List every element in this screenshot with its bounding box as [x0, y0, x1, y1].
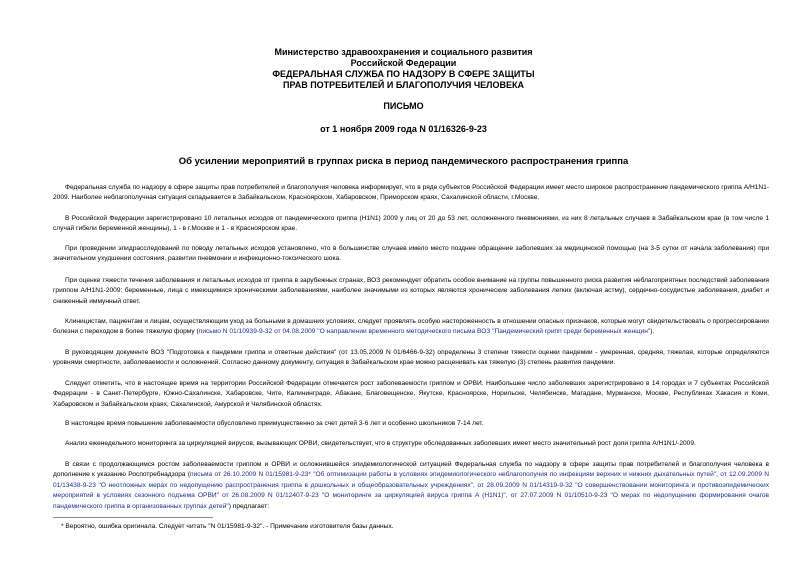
document-header	[0, 47, 807, 91]
ministry-name-line-2: Российской Федерации	[350, 58, 457, 68]
paragraph-7: Следует отметить, что в настоящее время на территории Российской Федерации отмечается рост заболеваемости гриппом и ОРВИ. Наибольшее число заболевших зарегистрировано в 14 городах и 7 субъектах Российской Федерации - в Санкт-Петербурге, Южно-Сахалинске, Хабаровске, Чите, Калининграде, Абакане, Благовещенске, Якутске, Красноярске, Норильске, Челябинске, Магадане, Мурманске, Москве, Республиках Хакасия и Коми, Хабаровском и Забайкальском краях, Сахалинской, Амурской и Челябинской областях.	[53, 380, 769, 408]
agency-name-line-2: ПРАВ ПОТРЕБИТЕЛЕЙ И БЛАГОПОЛУЧИЯ ЧЕЛОВЕКА	[283, 80, 524, 90]
ministry-name-line: Министерство здравоохранения и социального развития	[274, 47, 533, 57]
letters-reference-link[interactable]: письма от 26.10.2009 N 01/15981-9-23* "Об оптимизации работы в условиях эпидемиологического неблагополучия по инфекциям верхних и нижних дыхательных путей", от 12.09.2009 N 01/13438-9-23 "О неотложных мерах по недопущению распространения гриппа в дошкольных и общеобразовательных учреждениях", от 28.09.2009 N 01/14319-9-32 "О совершенствовании мониторинга и противоэпидемических мероприятий в условиях сезонного подъема ОРВИ" от 26.08.2009 N 01/12407-9-23 "О мониторинге за циркуляцией вируса гриппа A (H1N1)", от 27.07.2009 N 01/10510-9-23 "О мерах по недопущению формирования очагов пандемического гриппа в организованных группах детей"	[53, 471, 769, 510]
paragraph-8: В настоящее время повышение заболеваемости обусловлено преимущественно за счет детей 3-6 лет и особенно школьников 7-14 лет.	[65, 420, 484, 427]
document-title: Об усилении мероприятий в группах риска в период пандемического распространения гриппа	[178, 156, 629, 167]
paragraph-5-end: ).	[650, 328, 655, 336]
letter-reference-link[interactable]: письмо N 01/10939-9-32 от 04.08.2009 "О направлении временного методического письма ВОЗ "Пандемический грипп среди беременных женщин"	[198, 328, 651, 336]
paragraph-10-end: ) предлагает:	[228, 502, 270, 510]
footnote-divider	[53, 517, 213, 518]
paragraph-10	[53, 460, 769, 512]
paragraph-5	[53, 317, 769, 338]
document-type: ПИСЬМО	[383, 101, 424, 111]
paragraph-6: В руководящем документе ВОЗ "Подготовка к пандемии гриппа и ответные действия" (от 13.05.2009 N 01/6466-9-32) определены 3 степени тяжести оценки пандемии - умеренная, средняя, тяжелая, которые определяются уровнями смертности, заболеваемости и осложнений. Согласно данному документу, ситуация в Забайкальском крае можно расценивать как тяжелую (3) степень развития пандемии.	[53, 349, 769, 367]
paragraph-2: В Российской Федерации зарегистрировано 10 летальных исходов от пандемического гриппа (H1N1) 2009 у лиц от 20 до 53 лет, осложненного пневмониями, из них 8 летальных случаев в Забайкальском крае (в том числе 1 случай гибели беременной женщины), 1 - в г.Москве и 1 - в Красноярском крае.	[53, 215, 769, 233]
paragraph-9: Анализ еженедельного мониторинга за циркуляцией вирусов, вызывающих ОРВИ, свидетельствует, что в структуре обследованных заболевших имеет место значительный рост доли гриппа A/H1N1/-2009.	[65, 440, 696, 447]
paragraph-10-text: В связи с продолжающимся ростом заболеваемости гриппом и ОРВИ и осложнившейся эпидемиологической ситуацией Федеральная служба по надзору в сфере защиты прав потребителей и благополучия человека в дополнение к указанию Роспотребнадзора (	[53, 461, 769, 479]
paragraph-3: При проведении эпидрасследований по поводу летальных исходов установлено, что в большинстве случаев имело место позднее обращение заболевших за медицинской помощью (на 3-5 сутки от начала заболевания) при значительном ухудшении состояния, развитии пневмонии и инфекционно-токсического шока.	[53, 245, 769, 263]
document-date-number: от 1 ноября 2009 года N 01/16326-9-23	[320, 124, 487, 134]
agency-name-line: ФЕДЕРАЛЬНАЯ СЛУЖБА ПО НАДЗОРУ В СФЕРЕ ЗАЩИТЫ	[272, 69, 535, 79]
footnote: * Вероятно, ошибка оригинала. Следует читать "N 01/15981-9-32". - Примечание изготовителя базы данных.	[61, 523, 394, 530]
paragraph-4: При оценке тяжести течения заболевания и летальных исходов от гриппа в зарубежных странах, ВОЗ рекомендует обратить особое внимание на группы повышенного риска развития неблагоприятных последствий заболевания гриппом A/H1N1-2009: беременные, лица с имеющимися хроническими заболеваниями, наиболее значимыми из которых являются хронические заболевания легких (включая астму), сердечно-сосудистые заболевания, диабет и сниженный иммунный ответ.	[53, 277, 769, 305]
paragraph-5-text: Клиницистам, пациентам и лицам, осуществляющим уход за больными в домашних условиях, следует проявлять особую настороженность в отношении опасных признаков, которые могут свидетельствовать о прогрессировании болезни с переходом в более тяжелую форму (	[53, 318, 769, 336]
paragraph-1: Федеральная служба по надзору в сфере защиты прав потребителей и благополучия человека информирует, что в ряде субъектов Российской Федерации имеет место широкое распространение пандемического гриппа A/H1N1-2009. Наиболее неблагополучная ситуация складывается в Забайкальском, Красноярском, Хабаровском, Приморском краях, Сахалинской области, г.Москве.	[53, 184, 769, 202]
